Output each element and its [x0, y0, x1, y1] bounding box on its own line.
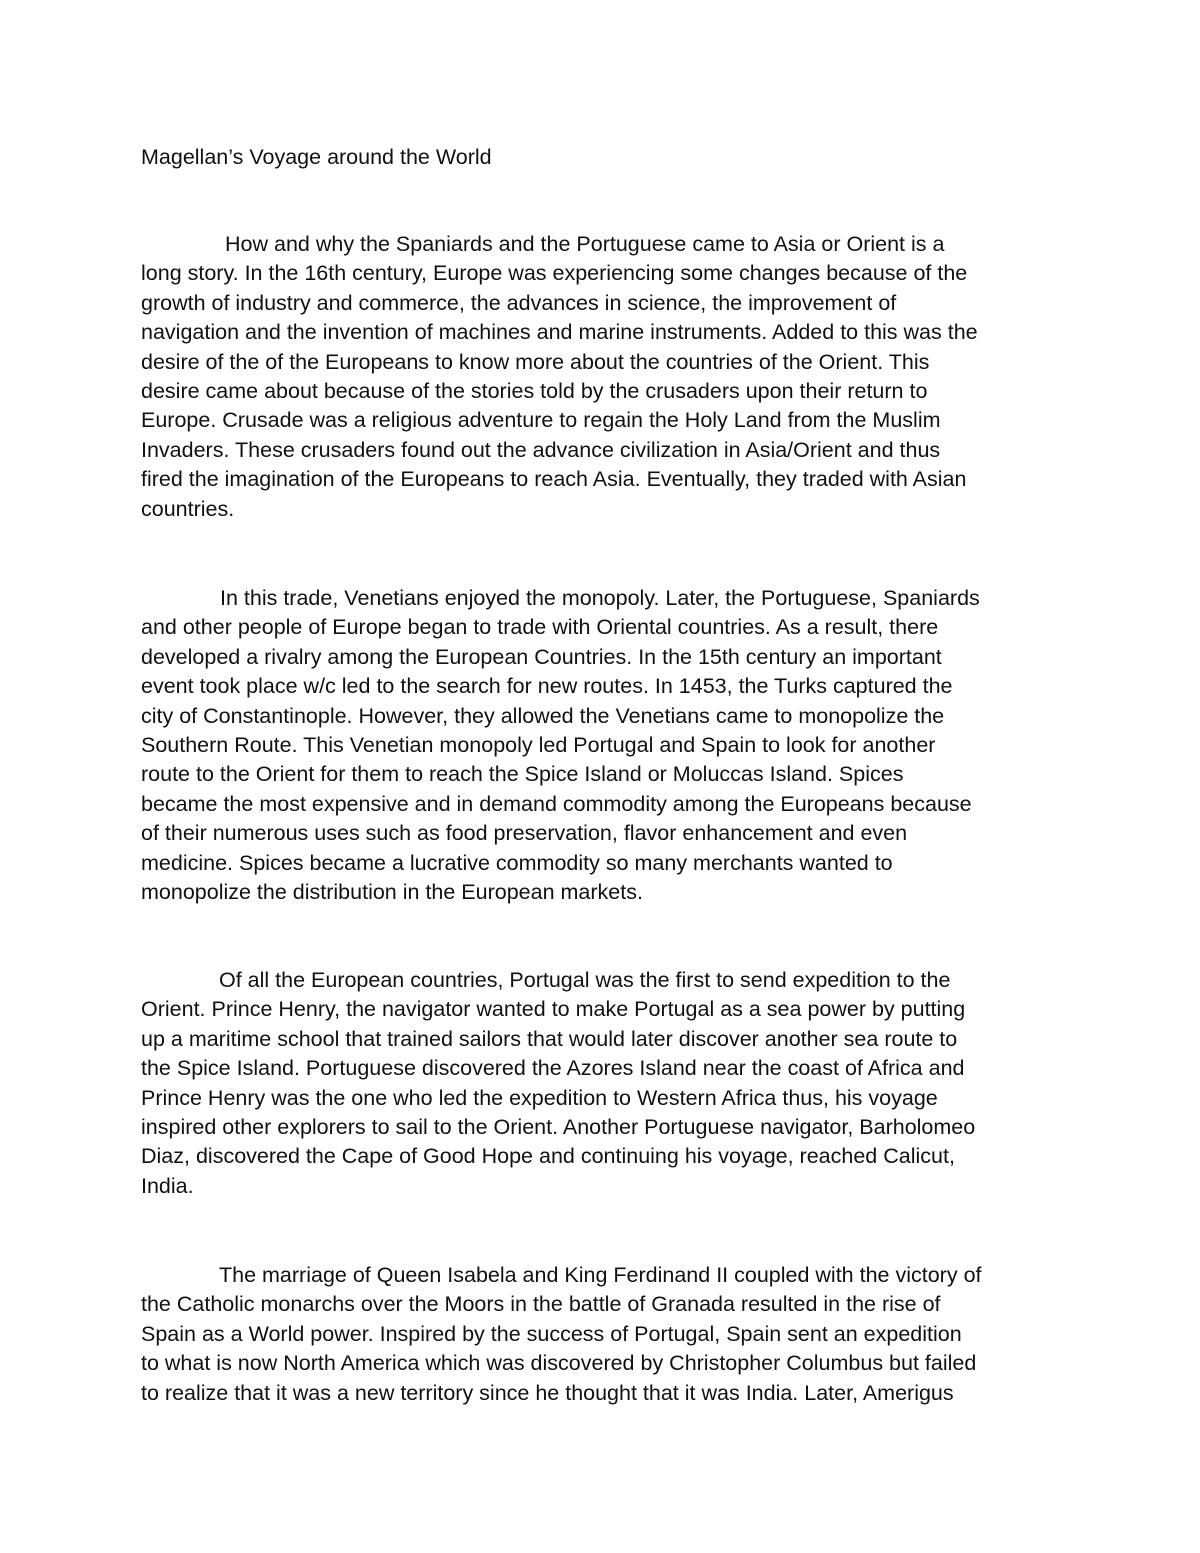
- paragraph-line: Of all the European countries, Portugal was the first to send expedition to the: [219, 968, 951, 992]
- paragraph-line: navigation and the invention of machines and marine instruments. Added to this was the: [141, 320, 978, 345]
- document-title: Magellan’s Voyage around the World: [141, 145, 492, 169]
- paragraph-line: monopolize the distribution in the European markets.: [141, 880, 643, 905]
- paragraph-line: inspired other explorers to sail to the Orient. Another Portuguese navigator, Barholomeo: [141, 1115, 976, 1140]
- paragraph-line: growth of industry and commerce, the advances in science, the improvement of: [141, 290, 897, 315]
- paragraph-line: the Catholic monarchs over the Moors in the battle of Granada resulted in the rise of: [141, 1292, 941, 1317]
- paragraph-line: In this trade, Venetians enjoyed the monopoly. Later, the Portuguese, Spaniards: [220, 586, 980, 610]
- paragraph-line: the Spice Island. Portuguese discovered the Azores Island near the coast of Africa and: [141, 1056, 965, 1081]
- paragraph-line: Orient. Prince Henry, the navigator wanted to make Portugal as a sea power by putting: [141, 997, 966, 1022]
- paragraph-line: Europe. Crusade was a religious adventure to regain the Holy Land from the Muslim: [141, 408, 941, 433]
- paragraph-line: medicine. Spices became a lucrative commodity so many merchants wanted to: [141, 850, 893, 875]
- paragraph-line: Southern Route. This Venetian monopoly led Portugal and Spain to look for another: [141, 733, 936, 758]
- paragraph-line: The marriage of Queen Isabela and King Ferdinand II coupled with the victory of: [219, 1263, 982, 1287]
- paragraph-line: India.: [141, 1173, 194, 1198]
- paragraph-line: up a maritime school that trained sailors that would later discover another sea route to: [141, 1026, 958, 1051]
- paragraph-line: desire came about because of the stories told by the crusaders upon their return to: [141, 379, 928, 404]
- paragraph-line: developed a rivalry among the European Countries. In the 15th century an important: [141, 644, 942, 669]
- paragraph-line: long story. In the 16th century, Europe was experiencing some changes because of the: [141, 261, 968, 286]
- paragraph-line: How and why the Spaniards and the Portuguese came to Asia or Orient is a: [225, 232, 945, 256]
- paragraph-4: [141, 1261, 982, 1408]
- paragraph-3: [141, 966, 975, 1201]
- paragraph-line: Diaz, discovered the Cape of Good Hope and continuing his voyage, reached Calicut,: [141, 1144, 955, 1169]
- paragraph-line: event took place w/c led to the search for new routes. In 1453, the Turks captured the: [141, 674, 953, 699]
- paragraph-line: Spain as a World power. Inspired by the success of Portugal, Spain sent an expedition: [141, 1321, 962, 1346]
- paragraph-line: to realize that it was a new territory since he thought that it was India. Later, Amerigus: [141, 1380, 954, 1405]
- paragraph-line: city of Constantinople. However, they allowed the Venetians came to monopolize the: [141, 703, 945, 728]
- paragraph-line: Prince Henry was the one who led the expedition to Western Africa thus, his voyage: [141, 1085, 938, 1110]
- paragraph-line: fired the imagination of the Europeans to reach Asia. Eventually, they traded with Asian: [141, 467, 967, 492]
- paragraph-line: became the most expensive and in demand commodity among the Europeans because: [141, 791, 972, 816]
- paragraph-line: and other people of Europe began to trade with Oriental countries. As a result, there: [141, 615, 939, 640]
- paragraph-line: of their numerous uses such as food preservation, flavor enhancement and even: [141, 821, 908, 846]
- paragraph-line: Invaders. These crusaders found out the advance civilization in Asia/Orient and thus: [141, 437, 941, 462]
- paragraph-line: countries.: [141, 496, 235, 521]
- paragraph-line: to what is now North America which was discovered by Christopher Columbus but failed: [141, 1351, 977, 1376]
- paragraph-line: route to the Orient for them to reach the Spice Island or Moluccas Island. Spices: [141, 762, 904, 787]
- paragraph-2: [141, 584, 980, 907]
- paragraph-line: desire of the of the Europeans to know more about the countries of the Orient. This: [141, 349, 930, 374]
- paragraph-1: [141, 230, 978, 524]
